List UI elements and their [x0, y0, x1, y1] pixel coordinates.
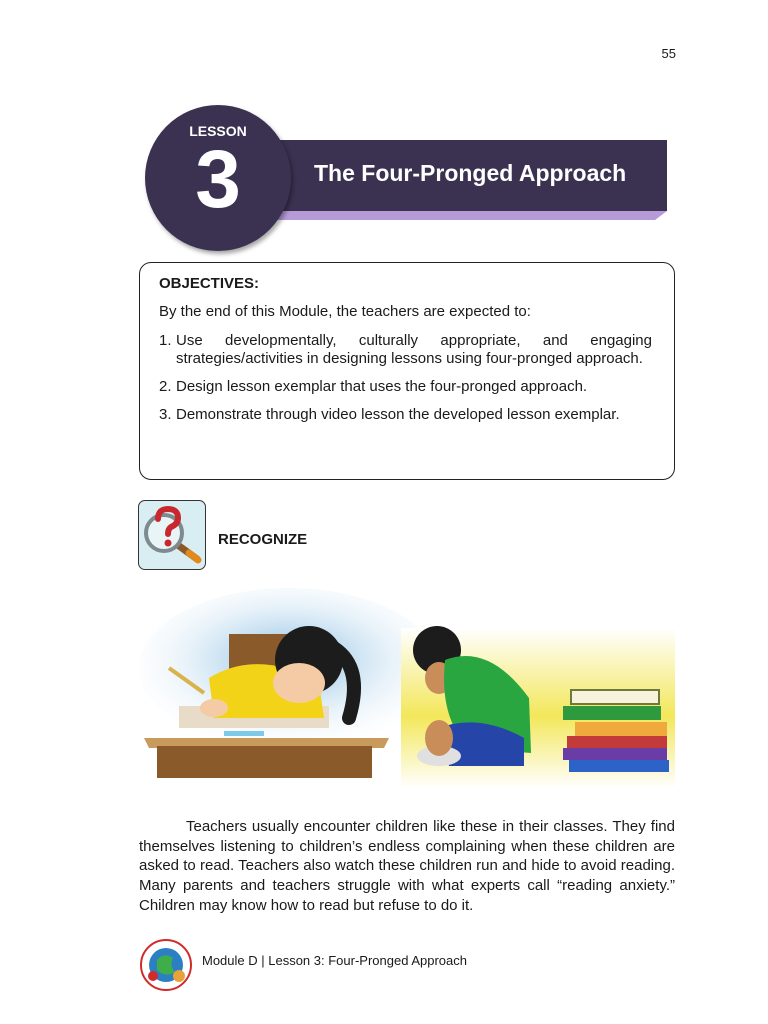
- lesson-number: 3: [195, 134, 241, 225]
- objectives-intro: By the end of this Module, the teachers are expected to:: [159, 303, 531, 320]
- lesson-title: The Four-Pronged Approach: [314, 160, 627, 186]
- boy-sitting-illustration: [401, 626, 675, 788]
- recognize-heading: RECOGNIZE: [218, 531, 308, 548]
- objective-text: Use developmentally, culturally appropriate, and engaging strategies/activities in designing lessons using four-pronged approach.: [176, 332, 652, 367]
- body-paragraph: Teachers usually encounter children like these in their classes. They find themselves listening to children’s endless complaining when these children are asked to read. Teachers also watch these children run and hide to avoid reading. Many parents and teachers struggle with what experts call “reading anxiety.” Children may know how to read but refuse to do it.: [139, 818, 675, 914]
- lesson-badge: [145, 105, 291, 251]
- lesson-title-accent-strip: [270, 211, 667, 220]
- footer-module-label: Module D | Lesson 3: Four-Pronged Approach: [202, 953, 467, 968]
- page-number: 55: [661, 46, 676, 61]
- objective-number: 1.: [159, 332, 172, 349]
- objectives-box: [139, 262, 675, 480]
- objective-number: 3.: [159, 406, 172, 423]
- objective-number: 2.: [159, 378, 172, 395]
- objective-item: [159, 332, 652, 368]
- illustration-anxious-children: [139, 588, 675, 788]
- objective-text: Design lesson exemplar that uses the four-pronged approach.: [176, 378, 588, 395]
- program-seal-logo: [139, 938, 193, 992]
- girl-at-desk-illustration: [139, 588, 439, 778]
- magnifier-question-icon: [138, 500, 206, 570]
- lesson-label: LESSON: [189, 123, 247, 139]
- objectives-heading: OBJECTIVES:: [159, 275, 260, 292]
- objective-item: [159, 406, 652, 424]
- objective-item: [159, 378, 652, 396]
- objectives-list: [159, 332, 652, 424]
- objective-text: Demonstrate through video lesson the developed lesson exemplar.: [176, 406, 620, 423]
